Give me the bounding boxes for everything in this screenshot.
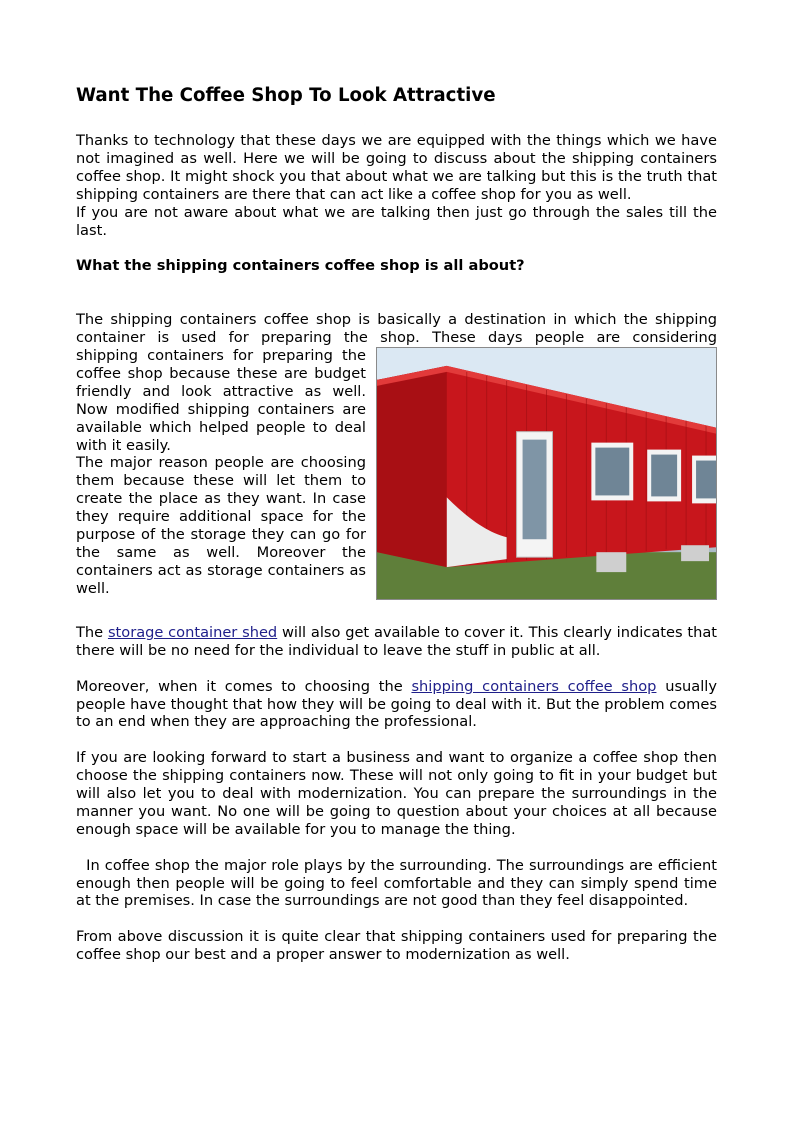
storage-container-shed-link[interactable]: storage container shed <box>107 623 278 641</box>
conclusion-paragraph: From above discussion it is quite clear that shipping containers used for preparing the coffee shop our best and a proper answer to modernization as well. <box>76 928 717 964</box>
storage-paragraph-before: The <box>76 623 108 641</box>
storage-paragraph-after: will also get available to cover it. This clearly indicates that there will be no need for the individual to leave the stuff in public at all. <box>76 623 717 659</box>
shipping-containers-coffee-shop-link[interactable]: shipping containers coffee shop <box>411 677 657 695</box>
door-glass <box>523 440 547 540</box>
intro-paragraph: Thanks to technology that these days we are equipped with the things which we have not imagined as well. Here we will be going to discuss about the shipping containers coffee shop. It might shock you that about what we are talking but this is the truth that shipping containers are there that can act like a coffee shop for you as well. <box>76 132 717 203</box>
support-block-2 <box>681 545 709 561</box>
container-illustration <box>377 348 716 599</box>
section-paragraph-2: The major reason people are choosing them because these will let them to create the place as they want. In case they require additional space for the purpose of the storage they can go for the same as well. Moreover the containers act as storage containers as well. <box>76 454 366 597</box>
choose-paragraph <box>76 678 717 732</box>
document-page <box>76 84 717 964</box>
intro-paragraph-2: If you are not aware about what we are talking then just go through the sales till the last. <box>76 203 717 239</box>
section-paragraph-1-continued: shipping containers for preparing the coffee shop because these are budget friendly and look attractive as well. Now modified shipping containers are available which helped people to deal with it easily. <box>76 347 366 454</box>
choose-paragraph-after: usually people have thought that how they will be going to deal with it. But the problem comes to an end when they are approaching the professional. <box>76 677 717 731</box>
choose-paragraph-before: Moreover, when it comes to choosing the <box>76 677 412 695</box>
storage-paragraph <box>76 624 717 660</box>
surrounding-paragraph: In coffee shop the major role plays by the surrounding. The surroundings are efficient enough then people will be going to feel comfortable and they can simply spend time at the premises. In case the surroundings are not good than they feel disappointed. <box>76 856 717 910</box>
support-block <box>596 552 626 572</box>
section-heading: What the shipping containers coffee shop is all about? <box>76 257 525 275</box>
section-body <box>76 311 717 606</box>
page-title: Want The Coffee Shop To Look Attractive <box>76 85 496 106</box>
shipping-container-photo <box>376 347 717 600</box>
section-paragraph-1: The shipping containers coffee shop is basically a destination in which the shipping container is used for preparing the shop. These days people are considering <box>76 311 717 347</box>
business-paragraph: If you are looking forward to start a business and want to organize a coffee shop then choose the shipping containers now. These will not only going to fit in your budget but will also let you to deal with modernization. You can prepare the surroundings in the manner you want. No one will be going to question about your choices at all because enough space will be available for you to manage the thing. <box>76 749 717 838</box>
container-end <box>377 366 447 567</box>
